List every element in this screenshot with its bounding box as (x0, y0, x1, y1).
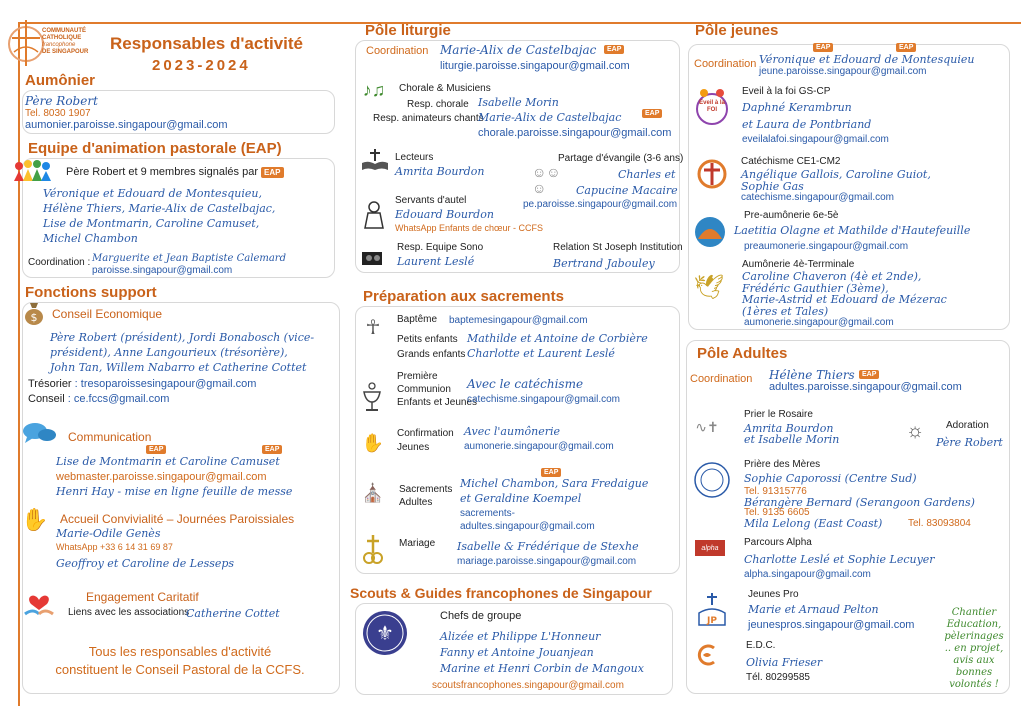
eap-intro (66, 166, 284, 178)
footer-line2: constituent le Conseil Pastoral de la CCFS. (55, 662, 305, 677)
adoration-name: Père Robert (936, 436, 1003, 449)
eap-member-line: Véronique et Edouard de Montesquieu, (43, 187, 262, 200)
sacrements-adultes-names2: et Geraldine Koempel (460, 492, 582, 505)
jeunes-coord-email: jeune.paroisse.singapour@gmail.com (759, 66, 927, 77)
edc-name: Olivia Frieser (746, 656, 823, 669)
jeunespro-email: jeunespros.singapour@gmail.com (748, 619, 915, 631)
confirmation-icon: ✋ (361, 432, 385, 453)
eap-badge: EAP (261, 167, 283, 178)
adultes-coord-name: Hélène Thiers (769, 368, 855, 382)
adultes-coord-email: adultes.paroisse.singapour@gmail.com (769, 381, 962, 393)
wedding-cross-icon (358, 532, 388, 566)
sacrements-adultes-title2: Adultes (399, 497, 433, 508)
chantier-line: pèlerinages (944, 631, 1004, 642)
eap-badge: EAP (146, 445, 166, 454)
monstrance-icon: ☼ (905, 419, 925, 442)
logo-line1: COMMUNAUTÉ (42, 28, 86, 34)
bapteme-grands: Grands enfants (397, 349, 466, 360)
sacrements-adultes-title1: Sacrements (399, 484, 453, 495)
caritatif-name: Catherine Cottet (186, 607, 280, 620)
conseil-names-line: président), Anne Langourieux (trésorière), (50, 346, 288, 359)
aumonier-email: aumonier.paroisse.singapour@gmail.com (25, 119, 228, 131)
eap-member-line: Lise de Montmarin, Caroline Camuset, (43, 217, 260, 230)
aumonerie-names-line: (1ères et Tales) (742, 304, 829, 318)
accueil-title: Accueil Convivialité – Journées Paroissiales (60, 512, 295, 526)
communication-title: Communication (68, 430, 152, 444)
sacrements-adultes-title (399, 483, 452, 509)
accueil-names2: Geoffroy et Caroline de Lesseps (56, 557, 235, 570)
svg-text:$: $ (30, 311, 38, 324)
page-year: 2023-2024 (152, 57, 251, 74)
servants-name: Edouard Bourdon (395, 208, 494, 221)
chantier-note (938, 607, 1010, 691)
waving-hand-icon: ✋ (21, 507, 49, 532)
partage-names1: Charles et (618, 168, 676, 181)
chorale-resp-name: Isabelle Morin (478, 96, 559, 109)
logo (6, 8, 96, 72)
meres-line3: Mila Lelong (East Coast) (744, 517, 883, 530)
book-cross-icon (360, 148, 390, 172)
church-icon: ⛪ (361, 482, 385, 503)
baptism-icon: ☥ (365, 316, 381, 339)
svg-text:JP: JP (707, 616, 717, 626)
communication-henri: Henri Hay - mise en ligne feuille de messe (56, 485, 293, 498)
liturgie-coord-label: Coordination (366, 45, 429, 57)
logo-line4: DE SINGAPOUR (42, 49, 89, 55)
eveil-email: eveilalafoi.singapour@gmail.com (742, 134, 889, 145)
chorale-anim-label: Resp. animateurs chants (373, 113, 484, 124)
eap-badge: EAP (642, 109, 662, 118)
liturgie-heading: Pôle liturgie (365, 22, 451, 39)
chantier-line: .. en projet, (944, 643, 1004, 654)
tresorier-row (28, 378, 256, 390)
adultes-heading: Pôle Adultes (697, 345, 788, 362)
communion-sub: Enfants et Jeunes (397, 397, 478, 408)
partage-sub: (3-6 ans) (643, 153, 684, 164)
scouts-name-line: Alizée et Philippe L'Honneur (440, 630, 601, 643)
bapteme-email: baptemesingapour@gmail.com (449, 315, 588, 326)
scouts-name-line: Marine et Henri Corbin de Mangoux (440, 662, 644, 675)
rosary-icon: ∿✝ (695, 418, 719, 435)
jeunespro-names: Marie et Arnaud Pelton (748, 603, 879, 616)
children-group-icon: ☺☺☺ (532, 164, 561, 196)
meres-tel2: Tel. 9135 6605 (744, 507, 810, 518)
partage-title (558, 153, 683, 164)
sono-title: Resp. Equipe Sono (397, 242, 484, 253)
chorale-title: Chorale & Musiciens (399, 83, 491, 94)
relation-title: Relation St Joseph Institution (553, 242, 683, 253)
conseil-email: : ce.fccs@gmail.com (67, 393, 170, 405)
eap-coord-label: Coordination : (28, 257, 91, 268)
meres-title: Prière des Mères (744, 459, 821, 470)
aumonerie-names-line: Caroline Chaveron (4è et 2nde), (742, 270, 922, 283)
eap-intro-text: Père Robert et 9 membres signalés par (66, 166, 258, 178)
conseil-pastoral-note (30, 643, 330, 679)
eap-badge: EAP (604, 45, 624, 54)
communion-title1: Première (397, 371, 438, 382)
liturgie-coord-name: Marie-Alix de Castelbajac (440, 43, 597, 57)
money-bag-icon (22, 300, 46, 326)
chantier-line: Chantier (951, 607, 997, 618)
confirmation-title: Confirmation (397, 428, 454, 439)
caritatif-title: Engagement Caritatif (86, 590, 199, 604)
rosaire-names1: Amrita Bourdon (744, 422, 834, 435)
servants-whatsapp: WhatsApp Enfants de chœur - CCFS (395, 223, 544, 233)
confirmation-email: aumonerie.singapour@gmail.com (464, 441, 614, 452)
conseil-label: Conseil (28, 393, 65, 405)
eveil-names1: Daphné Kerambrun (742, 101, 852, 114)
accueil-name: Marie-Odile Genès (56, 527, 161, 540)
logo-line2: CATHOLIQUE (42, 35, 82, 41)
aumonerie-title: Aumônerie 4è-Terrminale (742, 259, 855, 270)
partage-title-text: Partage d'évangile (558, 153, 641, 164)
conseil-names-line: John Tan, Willem Nabarro et Catherine Cottet (50, 361, 307, 374)
rosaire-title: Prier le Rosaire (744, 409, 813, 420)
aumonerie-names-line: Frédéric Gauthier (3ème), (742, 281, 889, 295)
adoration-title: Adoration (946, 420, 989, 431)
conseil-names-line: Père Robert (président), Jordi Bonabosch (vice- (50, 331, 315, 344)
heart-hands-icon (22, 587, 56, 621)
sono-name: Laurent Leslé (397, 255, 475, 268)
alpha-names: Charlotte Leslé et Sophie Lecuyer (744, 553, 935, 566)
sacrements-adultes-names1: Michel Chambon, Sara Fredaigue (460, 477, 649, 490)
scouts-names (440, 629, 644, 677)
mariage-names: Isabelle & Frédérique de Stexhe (457, 540, 639, 553)
music-notes-icon: ♪♫ (362, 79, 386, 100)
catechisme-title: Catéchisme CE1-CM2 (741, 156, 841, 167)
jeunes-coord-label: Coordination (694, 58, 757, 70)
preaum-title: Pre-aumônerie 6e-5è (744, 210, 839, 221)
eveil-logo-icon (693, 86, 731, 128)
preaum-email: preaumonerie.singapour@gmail.com (744, 241, 909, 252)
preaumonerie-icon (692, 214, 728, 250)
rosaire-names2: et Isabelle Morin (744, 433, 840, 446)
lecteurs-title: Lecteurs (395, 152, 434, 163)
alpha-logo (695, 540, 725, 556)
fonctions-heading: Fonctions support (25, 284, 157, 301)
bapteme-petits-names: Mathilde et Antoine de Corbière (467, 332, 648, 345)
confirmation-name: Avec l'aumônerie (464, 425, 560, 438)
jeunes-coord-names: Véronique et Edouard de Montesquieu (759, 53, 975, 66)
jeunespro-title: Jeunes Pro (748, 589, 799, 600)
eap-badge: EAP (859, 370, 879, 379)
eveil-names2: et Laura de Pontbriand (742, 118, 872, 131)
alpha-title: Parcours Alpha (744, 537, 812, 548)
scouts-chefs: Chefs de groupe (440, 610, 522, 622)
jeunes-heading: Pôle jeunes (695, 22, 779, 39)
meres-line1: Sophie Caporossi (Centre Sud) (744, 472, 917, 485)
aumonerie-names (742, 271, 947, 317)
lecteurs-name: Amrita Bourdon (395, 165, 485, 178)
jeunes-pro-icon (694, 590, 730, 630)
speech-bubble-icon (20, 420, 58, 446)
conseil-names (50, 330, 314, 375)
eveil-logo-text: Eveil à la FOI (699, 100, 725, 113)
sacrements-heading: Préparation aux sacrements (363, 288, 564, 305)
mariage-title: Mariage (399, 538, 436, 549)
scouts-emblem-icon (360, 608, 410, 658)
communion-name: Avec le catéchisme (467, 377, 584, 391)
conseil-title: Conseil Economique (52, 307, 163, 321)
eap-member-line: Hélène Thiers, Marie-Alix de Castelbajac, (43, 202, 276, 215)
chantier-line: volontés ! (949, 679, 999, 690)
accueil-whatsapp: WhatsApp +33 6 14 31 69 87 (56, 542, 173, 552)
bapteme-grands-names: Charlotte et Laurent Leslé (467, 347, 615, 360)
logo-line3: francophone (42, 42, 76, 48)
eap-badge: EAP (541, 468, 561, 477)
liturgie-coord-email: liturgie.paroisse.singapour@gmail.com (440, 60, 630, 72)
page-title: Responsables d'activité (110, 34, 304, 53)
tresorier-label: Trésorier (28, 378, 72, 390)
people-group-icon (12, 158, 54, 184)
svg-text:⚜: ⚜ (376, 621, 394, 645)
catechisme-names2: Sophie Gas (741, 180, 804, 193)
meres-line2-name: Bérangère Bernard (744, 496, 853, 509)
eap-members (43, 186, 275, 246)
meres-tel3: Tel. 83093804 (908, 518, 971, 529)
prayer-mothers-icon (692, 460, 732, 500)
eveil-title: Eveil à la foi GS-CP (742, 86, 831, 97)
communion-title2: Communion (397, 384, 451, 395)
aumonerie-email: aumonerie.singapour@gmail.com (744, 317, 894, 328)
conseil-row (28, 393, 169, 405)
catechisme-names1: Angélique Gallois, Caroline Guiot, (741, 168, 931, 181)
catechisme-icon (695, 158, 729, 190)
meres-tel1: Tel. 91315776 (744, 486, 807, 497)
eap-badge: EAP (262, 445, 282, 454)
bapteme-title: Baptême (397, 314, 438, 325)
chorale-email: chorale.paroisse.singapour@gmail.com (478, 127, 672, 139)
servants-title: Servants d'autel (395, 195, 467, 206)
edc-title: E.D.C. (746, 640, 776, 651)
communication-names: Lise de Montmarin et Caroline Camuset (56, 455, 280, 468)
chantier-line: bonnes (955, 667, 993, 678)
eap-member-line: Michel Chambon (43, 232, 138, 245)
confirmation-sub: Jeunes (397, 442, 430, 453)
alpha-email: alpha.singapour@gmail.com (744, 569, 871, 580)
chorale-anim-name: Marie-Alix de Castelbajac (478, 111, 622, 124)
sacrements-adultes-email2: adultes.singapour@gmail.com (460, 521, 595, 532)
tresorier-email: : tresoparoissesingapour@gmail.com (74, 378, 257, 390)
chalice-icon (360, 380, 384, 414)
edc-tel: Tél. 80299585 (746, 672, 810, 683)
chantier-line: Education, (946, 619, 1002, 630)
sacrements-adultes-email1: sacrements- (460, 508, 516, 519)
scouts-name-line: Fanny et Antoine Jouanjean (440, 646, 594, 659)
eap-coord-email: paroisse.singapour@gmail.com (92, 265, 233, 276)
caritatif-sub: Liens avec les associations (68, 607, 190, 618)
chorale-resp-label: Resp. chorale (407, 99, 469, 110)
footer-line1: Tous les responsables d'activité (88, 644, 272, 659)
catechisme-email: catechisme.singapour@gmail.com (741, 192, 894, 203)
eap-heading: Equipe d'animation pastorale (EAP) (28, 140, 282, 157)
scouts-email: scoutsfrancophones.singapour@gmail.com (432, 680, 624, 691)
alpha-logo-text: alpha (701, 544, 719, 552)
aumonier-tel: Tel. 8030 1907 (25, 108, 91, 119)
communion-title (397, 370, 477, 409)
partage-names2: Capucine Macaire (576, 184, 678, 197)
adultes-coord-label: Coordination (690, 373, 753, 385)
aumonier-heading: Aumônier (25, 72, 96, 89)
bapteme-petits: Petits enfants (397, 334, 458, 345)
aumonier-name: Père Robert (25, 94, 98, 108)
eap-coord-names: Marguerite et Jean Baptiste Calemard (92, 253, 286, 264)
communion-email: catechisme.singapour@gmail.com (467, 394, 620, 405)
speaker-icon (360, 246, 384, 268)
scouts-heading: Scouts & Guides francophones de Singapour (350, 585, 652, 601)
dove-icon: 🕊 (693, 273, 725, 301)
aumonerie-names-line: Marie-Astrid et Edouard de Mézerac (742, 293, 947, 306)
edc-icon (694, 642, 720, 668)
mariage-email: mariage.paroisse.singapour@gmail.com (457, 556, 637, 567)
relation-name: Bertrand Jabouley (553, 257, 655, 270)
eap-badge: EAP (896, 43, 916, 52)
altar-server-icon (360, 200, 388, 230)
logo-cross-icon (6, 16, 46, 68)
meres-line2-area: (Serangoon Gardens) (855, 496, 975, 509)
communication-email: webmaster.paroisse.singapour@gmail.com (56, 471, 267, 483)
eap-badge: EAP (813, 43, 833, 52)
chantier-line: avis aux (953, 655, 995, 666)
partage-email: pe.paroisse.singapour@gmail.com (523, 199, 678, 210)
preaum-names: Laetitia Olagne et Mathilde d'Hautefeuille (734, 224, 971, 237)
